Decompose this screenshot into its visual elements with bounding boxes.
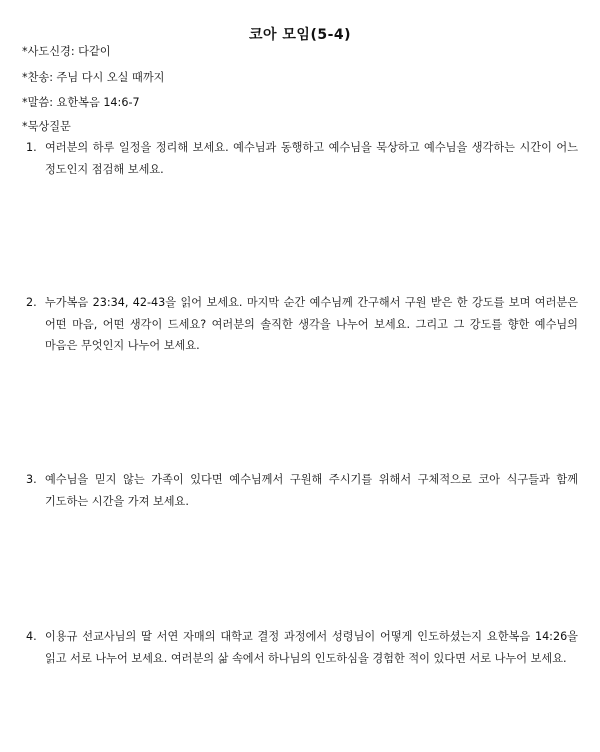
question-text-3: 예수님을 믿지 않는 가족이 있다면 예수님께서 구원해 주시기를 위해서 구체적으로 코아 식구들과 함께 기도하는 시간을 가져 보세요. — [45, 473, 578, 508]
question-text-1: 여러분의 하루 일정을 정리해 보세요. 예수님과 동행하고 예수님을 묵상하고 예수님을 생각하는 시간이 어느 정도인지 점검해 보세요. — [45, 141, 578, 176]
scripture-line: *말씀: 요한복음 14:6-7 — [22, 96, 140, 109]
question-number-1: 1. — [26, 141, 37, 154]
question-number-2: 2. — [26, 296, 37, 309]
page-title: 코아 모임(5-4) — [248, 27, 352, 43]
question-number-3: 3. — [26, 473, 37, 486]
question-text-4: 이용규 선교사님의 딸 서연 자매의 대학교 결정 과정에서 성령님이 어떻게 인도하셨는지 요한복음 14:26을 읽고 서로 나누어 보세요. 여러분의 삶 속에서 하나님의 인도하심을 경험한 적이 있다면 서로 나누어 보세요. — [45, 630, 578, 665]
meditation-heading: *묵상질문 — [22, 120, 71, 133]
question-text-2: 누가복음 23:34, 42-43을 읽어 보세요. 마지막 순간 예수님께 간구해서 구원 받은 한 강도를 보며 여러분은 어떤 마음, 어떤 생각이 드세요? 여러분의 솔직한 생각을 나누어 보세요. 그리고 그 강도를 향한 예수님의 마음은 무엇인지 나누어 보세요. — [45, 296, 578, 352]
hymn-line: *찬송: 주님 다시 오실 때까지 — [22, 71, 165, 84]
question-number-4: 4. — [26, 630, 37, 643]
apostles-creed-line: *사도신경: 다같이 — [22, 45, 111, 58]
